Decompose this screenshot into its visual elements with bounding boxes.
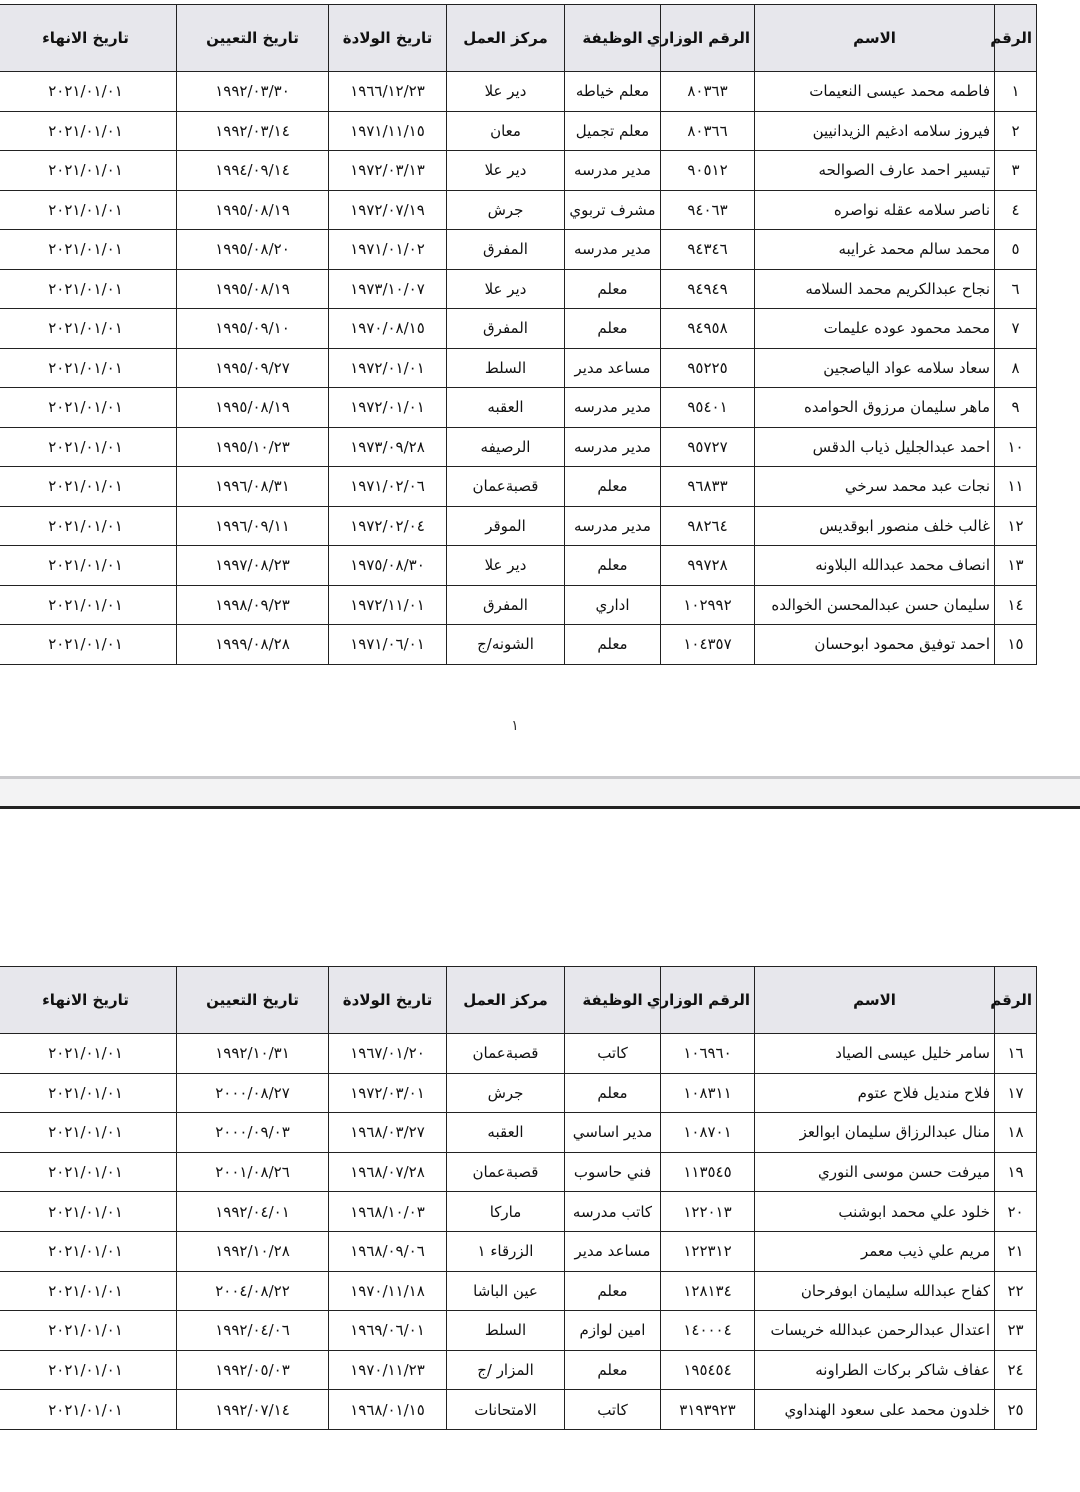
cell-birth-date: ١٩٦٨/٠١/١٥: [329, 1390, 447, 1430]
cell-ministry-no: ١٢٢٠١٣: [661, 1192, 755, 1232]
cell-name: ناصر سلامه عقله نواصره: [755, 190, 995, 230]
cell-birth-date: ١٩٧٠/١١/٢٣: [329, 1350, 447, 1390]
table-row: [0, 269, 1037, 309]
cell-name: سامر خليل عيسى الصياد: [755, 1034, 995, 1074]
cell-num: ١: [995, 72, 1037, 112]
cell-end-date: ٢٠٢١/٠١/٠١: [0, 1152, 177, 1192]
cell-job: مدير مدرسه: [565, 388, 661, 428]
cell-name: خلود علي محمد ابوشنب: [755, 1192, 995, 1232]
cell-job: مدير مدرسه: [565, 151, 661, 191]
cell-ministry-no: ١٢٨١٣٤: [661, 1271, 755, 1311]
cell-ministry-no: ١٠٨٧٠١: [661, 1113, 755, 1153]
header-end-date: تاريخ الانهاء: [0, 5, 177, 72]
cell-job: معلم: [565, 269, 661, 309]
cell-job: مدير مدرسه: [565, 427, 661, 467]
cell-ministry-no: ٩٤٠٦٣: [661, 190, 755, 230]
cell-ministry-no: ١١٣٥٤٥: [661, 1152, 755, 1192]
cell-workplace: ماركا: [447, 1192, 565, 1232]
cell-end-date: ٢٠٢١/٠١/٠١: [0, 506, 177, 546]
cell-job: امين لوازم: [565, 1311, 661, 1351]
header-appointment-date: تاريخ التعيين: [177, 967, 329, 1034]
cell-name: محمد محمود عوده عليمات: [755, 309, 995, 349]
cell-appointment-date: ١٩٩٦/٠٨/٣١: [177, 467, 329, 507]
table-row: [0, 1073, 1037, 1113]
cell-end-date: ٢٠٢١/٠١/٠١: [0, 1073, 177, 1113]
cell-end-date: ٢٠٢١/٠١/٠١: [0, 151, 177, 191]
cell-workplace: عين الباشا: [447, 1271, 565, 1311]
cell-end-date: ٢٠٢١/٠١/٠١: [0, 1113, 177, 1153]
header-appointment-date: تاريخ التعيين: [177, 5, 329, 72]
cell-appointment-date: ١٩٩٥/٠٨/٢٠: [177, 230, 329, 270]
cell-name: غالب خلف منصور ابوقديس: [755, 506, 995, 546]
cell-end-date: ٢٠٢١/٠١/٠١: [0, 467, 177, 507]
cell-name: فيروز سلامه ادغيم الزيدانيين: [755, 111, 995, 151]
cell-appointment-date: ١٩٩٢/١٠/٢٨: [177, 1231, 329, 1271]
cell-appointment-date: ١٩٩٥/٠٨/١٩: [177, 388, 329, 428]
cell-appointment-date: ١٩٩٢/٠٤/٠٦: [177, 1311, 329, 1351]
cell-num: ١١: [995, 467, 1037, 507]
cell-end-date: ٢٠٢١/٠١/٠١: [0, 230, 177, 270]
cell-ministry-no: ٩٦٨٣٣: [661, 467, 755, 507]
cell-ministry-no: ١٠٨٣١١: [661, 1073, 755, 1113]
cell-birth-date: ١٩٧٣/٠٩/٢٨: [329, 427, 447, 467]
cell-birth-date: ١٩٧٢/٠٢/٠٤: [329, 506, 447, 546]
cell-ministry-no: ١٠٢٩٩٢: [661, 585, 755, 625]
table-row: [0, 625, 1037, 665]
cell-num: ١٩: [995, 1152, 1037, 1192]
cell-workplace: المفرق: [447, 230, 565, 270]
table-row: [0, 506, 1037, 546]
cell-num: ١٨: [995, 1113, 1037, 1153]
cell-appointment-date: ١٩٩٥/٠٩/١٠: [177, 309, 329, 349]
cell-end-date: ٢٠٢١/٠١/٠١: [0, 585, 177, 625]
header-workplace: مركز العمل: [447, 5, 565, 72]
cell-workplace: قصبةعمان: [447, 1152, 565, 1192]
page-gap: [0, 779, 1080, 806]
table-row: [0, 1192, 1037, 1232]
cell-name: احمد عبدالجليل ذياب الدقس: [755, 427, 995, 467]
page-divider-dark: [0, 806, 1080, 809]
table-row: [0, 190, 1037, 230]
page-number: ١: [511, 718, 519, 734]
header-num: الرقم: [995, 5, 1037, 72]
cell-birth-date: ١٩٧٠/١١/١٨: [329, 1271, 447, 1311]
cell-num: ١٢: [995, 506, 1037, 546]
cell-birth-date: ١٩٦٨/٠٣/٢٧: [329, 1113, 447, 1153]
cell-job: اداري: [565, 585, 661, 625]
cell-workplace: قصبةعمان: [447, 467, 565, 507]
cell-birth-date: ١٩٧١/١١/١٥: [329, 111, 447, 151]
cell-birth-date: ١٩٧١/٠١/٠٢: [329, 230, 447, 270]
cell-end-date: ٢٠٢١/٠١/٠١: [0, 1034, 177, 1074]
cell-ministry-no: ١٠٤٣٥٧: [661, 625, 755, 665]
header-num: الرقم: [995, 967, 1037, 1034]
header-job: الوظيفة: [565, 5, 661, 72]
cell-name: مريم علي ذيب معمر: [755, 1231, 995, 1271]
cell-name: محمد سالم محمد غرايبه: [755, 230, 995, 270]
cell-job: مدير مدرسه: [565, 230, 661, 270]
cell-job: كاتب: [565, 1034, 661, 1074]
cell-appointment-date: ٢٠٠٤/٠٨/٢٢: [177, 1271, 329, 1311]
cell-workplace: السلط: [447, 1311, 565, 1351]
cell-name: نجات عبد محمد سرخي: [755, 467, 995, 507]
table-row: [0, 230, 1037, 270]
cell-ministry-no: ٨٠٣٦٦: [661, 111, 755, 151]
cell-birth-date: ١٩٧٣/١٠/٠٧: [329, 269, 447, 309]
cell-appointment-date: ١٩٩٥/٠٨/١٩: [177, 269, 329, 309]
cell-name: احمد توفيق محمود ابوحسان: [755, 625, 995, 665]
cell-name: فاطمه محمد عيسى النعيمات: [755, 72, 995, 112]
table-row: [0, 1152, 1037, 1192]
cell-appointment-date: ١٩٩٩/٠٨/٢٨: [177, 625, 329, 665]
table-row: [0, 1034, 1037, 1074]
cell-job: معلم: [565, 546, 661, 586]
cell-ministry-no: ١٠٦٩٦٠: [661, 1034, 755, 1074]
cell-appointment-date: ٢٠٠١/٠٨/٢٦: [177, 1152, 329, 1192]
cell-birth-date: ١٩٧٢/٠٣/١٣: [329, 151, 447, 191]
cell-num: ٢١: [995, 1231, 1037, 1271]
cell-appointment-date: ١٩٩٥/٠٩/٢٧: [177, 348, 329, 388]
cell-end-date: ٢٠٢١/٠١/٠١: [0, 427, 177, 467]
cell-ministry-no: ٩٥٧٢٧: [661, 427, 755, 467]
header-ministry-no: الرقم الوزاري: [661, 967, 755, 1034]
cell-birth-date: ١٩٧٢/١١/٠١: [329, 585, 447, 625]
cell-num: ١٣: [995, 546, 1037, 586]
table-row: [0, 1390, 1037, 1430]
table-row: [0, 585, 1037, 625]
cell-birth-date: ١٩٧١/٠٦/٠١: [329, 625, 447, 665]
header-job: الوظيفة: [565, 967, 661, 1034]
table-row: [0, 467, 1037, 507]
cell-num: ٢٢: [995, 1271, 1037, 1311]
cell-num: ٤: [995, 190, 1037, 230]
header-workplace: مركز العمل: [447, 967, 565, 1034]
staff-table-page-2: [0, 966, 1037, 1430]
cell-workplace: المفرق: [447, 585, 565, 625]
cell-appointment-date: ٢٠٠٠/٠٩/٠٣: [177, 1113, 329, 1153]
cell-num: ٩: [995, 388, 1037, 428]
cell-birth-date: ١٩٧٠/٠٨/١٥: [329, 309, 447, 349]
cell-workplace: دير علا: [447, 269, 565, 309]
cell-birth-date: ١٩٧٢/٠١/٠١: [329, 388, 447, 428]
cell-workplace: المزار /ج: [447, 1350, 565, 1390]
cell-num: ٣: [995, 151, 1037, 191]
cell-num: ٢: [995, 111, 1037, 151]
cell-num: ٧: [995, 309, 1037, 349]
cell-appointment-date: ٢٠٠٠/٠٨/٢٧: [177, 1073, 329, 1113]
cell-workplace: الامتحانات: [447, 1390, 565, 1430]
cell-name: كفاح عبدالله سليمان ابوفرحان: [755, 1271, 995, 1311]
table-row: [0, 388, 1037, 428]
cell-workplace: الشونه/ج: [447, 625, 565, 665]
cell-end-date: ٢٠٢١/٠١/٠١: [0, 111, 177, 151]
cell-workplace: الرصيفه: [447, 427, 565, 467]
cell-job: معلم: [565, 309, 661, 349]
cell-name: تيسير احمد عارف الصوالحه: [755, 151, 995, 191]
cell-num: ٦: [995, 269, 1037, 309]
table-row: [0, 1113, 1037, 1153]
cell-birth-date: ١٩٦٨/٠٧/٢٨: [329, 1152, 447, 1192]
cell-ministry-no: ٩٤٩٤٩: [661, 269, 755, 309]
cell-num: ١٤: [995, 585, 1037, 625]
cell-birth-date: ١٩٧٥/٠٨/٣٠: [329, 546, 447, 586]
cell-job: مدير اساسي: [565, 1113, 661, 1153]
cell-end-date: ٢٠٢١/٠١/٠١: [0, 1390, 177, 1430]
cell-num: ١٧: [995, 1073, 1037, 1113]
table-row: [0, 1311, 1037, 1351]
cell-job: مساعد مدير: [565, 1231, 661, 1271]
cell-appointment-date: ١٩٩٢/٠٣/١٤: [177, 111, 329, 151]
cell-ministry-no: ٩٤٩٥٨: [661, 309, 755, 349]
cell-birth-date: ١٩٦٧/٠١/٢٠: [329, 1034, 447, 1074]
cell-job: فني حاسوب: [565, 1152, 661, 1192]
cell-end-date: ٢٠٢١/٠١/٠١: [0, 72, 177, 112]
cell-workplace: السلط: [447, 348, 565, 388]
cell-num: ٢٠: [995, 1192, 1037, 1232]
cell-appointment-date: ١٩٩٧/٠٨/٢٣: [177, 546, 329, 586]
cell-appointment-date: ١٩٩٨/٠٩/٢٣: [177, 585, 329, 625]
cell-num: ١٠: [995, 427, 1037, 467]
table-row: [0, 151, 1037, 191]
cell-job: مساعد مدير: [565, 348, 661, 388]
cell-job: معلم: [565, 625, 661, 665]
header-birth-date: تاريخ الولادة: [329, 967, 447, 1034]
cell-num: ٨: [995, 348, 1037, 388]
cell-name: سليمان حسن عبدالمحسن الخوالده: [755, 585, 995, 625]
cell-end-date: ٢٠٢١/٠١/٠١: [0, 1271, 177, 1311]
cell-job: مدير مدرسه: [565, 506, 661, 546]
cell-workplace: معان: [447, 111, 565, 151]
header-name: الاسم: [755, 967, 995, 1034]
cell-end-date: ٢٠٢١/٠١/٠١: [0, 190, 177, 230]
cell-ministry-no: ٨٠٣٦٣: [661, 72, 755, 112]
cell-appointment-date: ١٩٩٢/٠٣/٣٠: [177, 72, 329, 112]
cell-workplace: دير علا: [447, 546, 565, 586]
header-end-date: تاريخ الانهاء: [0, 967, 177, 1034]
cell-workplace: جرش: [447, 190, 565, 230]
cell-appointment-date: ١٩٩٢/٠٤/٠١: [177, 1192, 329, 1232]
header-name: الاسم: [755, 5, 995, 72]
cell-workplace: جرش: [447, 1073, 565, 1113]
table-row: [0, 1271, 1037, 1311]
cell-end-date: ٢٠٢١/٠١/٠١: [0, 1311, 177, 1351]
cell-end-date: ٢٠٢١/٠١/٠١: [0, 388, 177, 428]
cell-ministry-no: ١٢٢٣١٢: [661, 1231, 755, 1271]
cell-num: ١٥: [995, 625, 1037, 665]
header-birth-date: تاريخ الولادة: [329, 5, 447, 72]
cell-name: نجاح عبدالكريم محمد السلامه: [755, 269, 995, 309]
cell-appointment-date: ١٩٩٥/٠٨/١٩: [177, 190, 329, 230]
cell-end-date: ٢٠٢١/٠١/٠١: [0, 309, 177, 349]
cell-ministry-no: ٩٠٥١٢: [661, 151, 755, 191]
cell-end-date: ٢٠٢١/٠١/٠١: [0, 1192, 177, 1232]
cell-name: سعاد سلامه عواد الياصجين: [755, 348, 995, 388]
cell-workplace: قصبةعمان: [447, 1034, 565, 1074]
header-ministry-no: الرقم الوزاري: [661, 5, 755, 72]
table-header-row: [0, 967, 1037, 1034]
table-row: [0, 348, 1037, 388]
cell-birth-date: ١٩٦٦/١٢/٢٣: [329, 72, 447, 112]
cell-name: اعتدال عبدالرحمن عبدالله خريسات: [755, 1311, 995, 1351]
cell-workplace: الزرقاء ١: [447, 1231, 565, 1271]
cell-name: عفاف شاكر بركات الطراونه: [755, 1350, 995, 1390]
staff-table-page-1: [0, 4, 1037, 665]
cell-job: معلم: [565, 1271, 661, 1311]
cell-num: ٢٤: [995, 1350, 1037, 1390]
cell-job: معلم: [565, 1073, 661, 1113]
cell-job: مشرف تربوي: [565, 190, 661, 230]
cell-name: ميرفت حسن موسى النوري: [755, 1152, 995, 1192]
cell-name: خلدون محمد على سعود الهنداوي: [755, 1390, 995, 1430]
cell-name: فلاح منديل فلاح عتوم: [755, 1073, 995, 1113]
cell-name: منال عبدالرزاق سليمان ابوالعز: [755, 1113, 995, 1153]
cell-birth-date: ١٩٧٢/٠١/٠١: [329, 348, 447, 388]
cell-end-date: ٢٠٢١/٠١/٠١: [0, 1231, 177, 1271]
cell-ministry-no: ٩٥٢٢٥: [661, 348, 755, 388]
cell-birth-date: ١٩٧٢/٠٧/١٩: [329, 190, 447, 230]
table-row: [0, 72, 1037, 112]
cell-birth-date: ١٩٦٨/١٠/٠٣: [329, 1192, 447, 1232]
cell-end-date: ٢٠٢١/٠١/٠١: [0, 546, 177, 586]
cell-end-date: ٢٠٢١/٠١/٠١: [0, 625, 177, 665]
cell-name: ماهر سليمان مرزوق الحوامده: [755, 388, 995, 428]
cell-num: ١٦: [995, 1034, 1037, 1074]
cell-num: ٢٣: [995, 1311, 1037, 1351]
cell-end-date: ٢٠٢١/٠١/٠١: [0, 1350, 177, 1390]
cell-workplace: دير علا: [447, 72, 565, 112]
cell-workplace: العقبه: [447, 388, 565, 428]
table-row: [0, 111, 1037, 151]
cell-ministry-no: ١٩٥٤٥٤: [661, 1350, 755, 1390]
cell-appointment-date: ١٩٩٢/٠٧/١٤: [177, 1390, 329, 1430]
cell-end-date: ٢٠٢١/٠١/٠١: [0, 348, 177, 388]
cell-job: كاتب مدرسه: [565, 1192, 661, 1232]
cell-appointment-date: ١٩٩٢/٠٥/٠٣: [177, 1350, 329, 1390]
cell-birth-date: ١٩٦٩/٠٦/٠١: [329, 1311, 447, 1351]
cell-workplace: العقبه: [447, 1113, 565, 1153]
cell-job: معلم تجميل: [565, 111, 661, 151]
cell-name: انصاف محمد عبدالله البلاونه: [755, 546, 995, 586]
cell-appointment-date: ١٩٩٦/٠٩/١١: [177, 506, 329, 546]
cell-num: ٢٥: [995, 1390, 1037, 1430]
cell-ministry-no: ٩٥٤٠١: [661, 388, 755, 428]
table-header-row: [0, 5, 1037, 72]
cell-birth-date: ١٩٧١/٠٢/٠٦: [329, 467, 447, 507]
table-row: [0, 427, 1037, 467]
cell-ministry-no: ٩٤٣٤٦: [661, 230, 755, 270]
table-row: [0, 309, 1037, 349]
table-row: [0, 1350, 1037, 1390]
cell-appointment-date: ١٩٩٤/٠٩/١٤: [177, 151, 329, 191]
cell-workplace: المفرق: [447, 309, 565, 349]
cell-workplace: الموقر: [447, 506, 565, 546]
cell-birth-date: ١٩٧٢/٠٣/٠١: [329, 1073, 447, 1113]
cell-appointment-date: ١٩٩٥/١٠/٢٣: [177, 427, 329, 467]
cell-job: كاتب: [565, 1390, 661, 1430]
cell-job: معلم: [565, 467, 661, 507]
cell-num: ٥: [995, 230, 1037, 270]
cell-ministry-no: ٩٩٧٢٨: [661, 546, 755, 586]
cell-ministry-no: ٣١٩٣٩٢٣: [661, 1390, 755, 1430]
cell-appointment-date: ١٩٩٢/١٠/٣١: [177, 1034, 329, 1074]
cell-job: معلم: [565, 1350, 661, 1390]
cell-ministry-no: ٩٨٢٦٤: [661, 506, 755, 546]
table-row: [0, 546, 1037, 586]
cell-workplace: دير علا: [447, 151, 565, 191]
cell-birth-date: ١٩٦٨/٠٩/٠٦: [329, 1231, 447, 1271]
table-row: [0, 1231, 1037, 1271]
cell-end-date: ٢٠٢١/٠١/٠١: [0, 269, 177, 309]
cell-job: معلم خياطه: [565, 72, 661, 112]
cell-ministry-no: ١٤٠٠٠٤: [661, 1311, 755, 1351]
